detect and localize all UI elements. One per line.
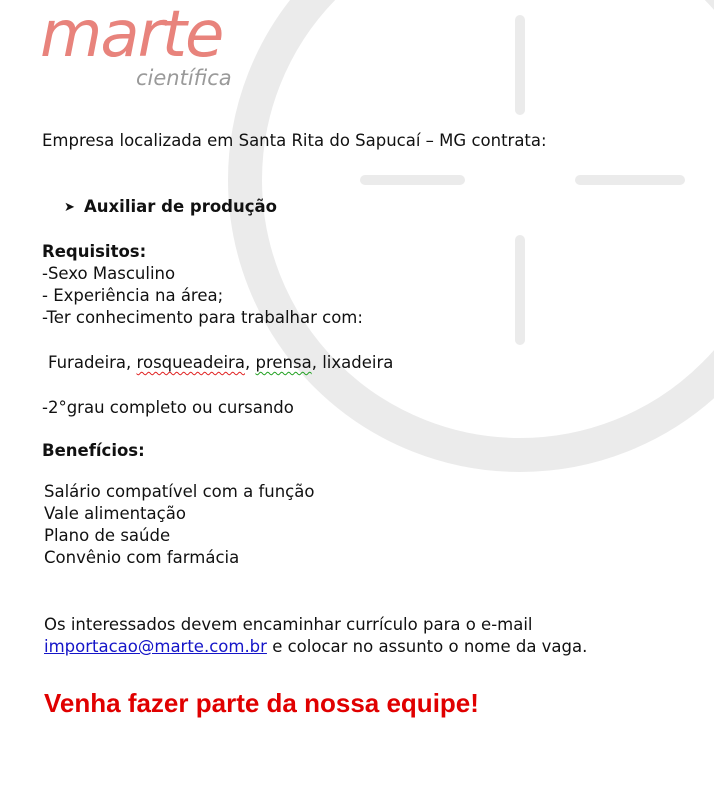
apply-email-line bbox=[44, 636, 587, 658]
requirement-item: -Sexo Masculino bbox=[42, 264, 176, 283]
apply-subject-text: e colocar no assunto o nome da vaga. bbox=[266, 637, 588, 656]
benefit-item: Salário compatível com a função bbox=[44, 482, 315, 501]
benefit-item: Convênio com farmácia bbox=[44, 548, 240, 567]
benefits-heading: Benefícios: bbox=[42, 441, 145, 460]
position-item bbox=[64, 196, 277, 219]
benefit-item: Vale alimentação bbox=[44, 504, 186, 523]
arrow-bullet-icon: ➤ bbox=[64, 200, 75, 215]
requirements-heading: Requisitos: bbox=[42, 242, 147, 261]
call-to-action: Venha fazer parte da nossa equipe! bbox=[44, 688, 479, 718]
email-link[interactable]: importacao@marte.com.br bbox=[44, 637, 267, 656]
tools-list: Furadeira, rosqueadeira, prensa, lixadeira bbox=[48, 353, 394, 372]
benefit-item: Plano de saúde bbox=[44, 526, 171, 545]
requirement-item: -Ter conhecimento para trabalhar com: bbox=[42, 308, 363, 327]
apply-instructions: Os interessados devem encaminhar currículo para o e-mail bbox=[44, 615, 533, 634]
tool-item: prensa bbox=[255, 353, 312, 372]
tool-item: rosqueadeira bbox=[136, 353, 245, 372]
logo-wordmark: marte bbox=[40, 0, 223, 72]
logo-subtitle: científica bbox=[136, 66, 232, 90]
company-logo bbox=[40, 0, 232, 90]
tool-item: Furadeira bbox=[48, 353, 127, 372]
position-title: Auxiliar de produção bbox=[84, 197, 277, 216]
intro-text: Empresa localizada em Santa Rita do Sapucaí – MG contrata: bbox=[42, 131, 547, 150]
education-requirement: -2°grau completo ou cursando bbox=[42, 398, 294, 417]
tool-item: lixadeira bbox=[322, 353, 394, 372]
requirement-item: - Experiência na área; bbox=[42, 286, 224, 305]
